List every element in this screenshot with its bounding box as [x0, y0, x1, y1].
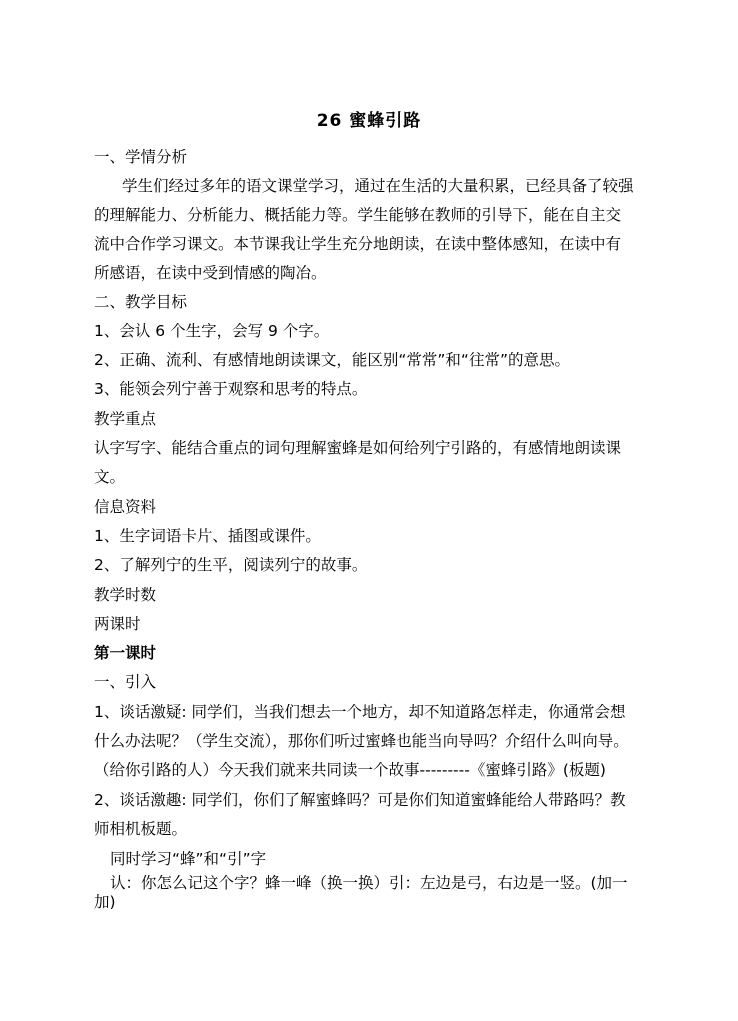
paragraph-line: 加)	[94, 893, 116, 911]
paragraph-line: 1、谈话激疑: 同学们，当我们想去一个地方，却不知道路怎样走，你通常会想	[94, 703, 626, 721]
list-item: 1、生字词语卡片、插图或课件。	[94, 527, 321, 545]
section-heading-hours: 教学时数	[94, 586, 157, 604]
list-item: 2、了解列宁的生平，阅读列宁的故事。	[94, 556, 368, 574]
lesson-heading: 第一课时	[94, 644, 157, 662]
list-item: 2、正确、流利、有感情地朗读课文，能区别“常常”和“往常”的意思。	[94, 351, 570, 369]
paragraph-line: 流中合作学习课文。本节课我让学生充分地朗读，在读中整体感知，在读中有	[94, 235, 622, 253]
section-heading-resources: 信息资料	[94, 498, 157, 516]
section-heading-goals: 二、教学目标	[94, 293, 188, 311]
paragraph-line: 同时学习“蜂”和“引”字	[110, 850, 267, 868]
paragraph-line: 认字写字、能结合重点的词句理解蜜蜂是如何给列宁引路的，有感情地朗读课	[94, 439, 622, 457]
paragraph-line: 文。	[94, 468, 126, 486]
section-heading-intro: 一、引入	[94, 673, 157, 691]
list-item: 1、会认 6 个生字，会写 9 个字。	[94, 322, 330, 340]
paragraph-line: 师相机板题。	[94, 820, 188, 838]
paragraph-line: 的理解能力、分析能力、概括能力等。学生能够在教师的引导下，能在自主交	[94, 206, 622, 224]
paragraph-line: 2、谈话激趣: 同学们，你们了解蜜蜂吗？可是你们知道蜜蜂能给人带路吗？教	[94, 791, 626, 809]
section-heading-analysis: 一、学情分析	[94, 148, 188, 166]
paragraph-line: （给你引路的人）今天我们就来共同读一个故事---------《蜜蜂引路》(板题)	[94, 761, 606, 779]
paragraph-line: 什么办法呢？（学生交流），那你们听过蜜蜂也能当向导吗？介绍什么叫向导。	[94, 732, 629, 750]
paragraph-line: 所感语，在读中受到情感的陶冶。	[94, 264, 327, 282]
paragraph-line: 两课时	[94, 615, 141, 633]
document-title: 26 蜜蜂引路	[316, 111, 422, 131]
list-item: 3、能领会列宁善于观察和思考的特点。	[94, 380, 368, 398]
paragraph-line: 学生们经过多年的语文课堂学习，通过在生活的大量积累，已经具备了较强	[122, 177, 634, 195]
paragraph-line: 认：你怎么记这个字？蜂一峰（换一换）引：左边是弓，右边是一竖。(加一	[110, 874, 628, 892]
section-heading-key-points: 教学重点	[94, 410, 157, 428]
